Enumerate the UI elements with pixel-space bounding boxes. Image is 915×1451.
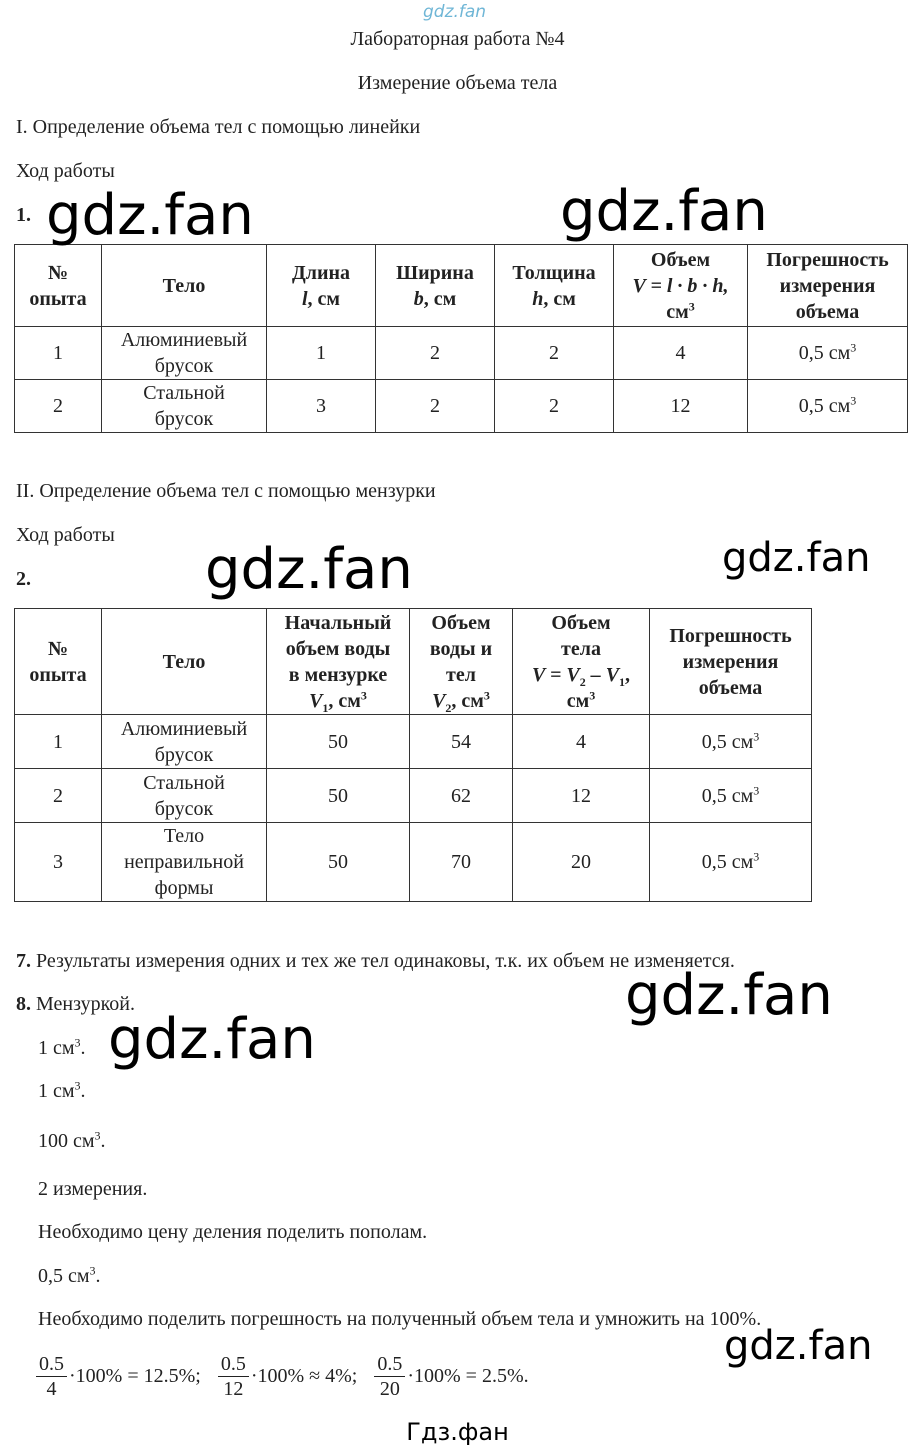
cell-length: 3 — [267, 380, 376, 433]
cell-volume: 12 — [513, 769, 650, 823]
cell-body: Алюминиевый брусок — [102, 327, 267, 380]
cell-error: 0,5 $см^3$ — [650, 769, 812, 823]
table-2 — [14, 608, 812, 902]
formula-row — [34, 1352, 529, 1401]
header-width: Ширина b, см — [376, 245, 495, 327]
cell-body: Стальной брусок — [102, 380, 267, 433]
table-row — [15, 380, 908, 433]
watermark-top: gdz.fan — [423, 2, 487, 22]
watermark: gdz.fan — [625, 963, 833, 1028]
cell-volume: 20 — [513, 823, 650, 902]
answer-8: 8. Мензуркой. — [16, 993, 135, 1015]
cell-width: 2 — [376, 327, 495, 380]
cell-initial: 50 — [267, 823, 410, 902]
part1-progress: Ход работы — [16, 160, 115, 182]
cell-combined: 54 — [410, 715, 513, 769]
header-thickness: Толщина h, см — [495, 245, 614, 327]
header-error: Погрешность измерения объема — [650, 609, 812, 715]
answer-line-7: Необходимо поделить погрешность на полученный объем тела и умножить на 100%. — [38, 1308, 762, 1330]
cell-num: 3 — [15, 823, 102, 902]
header-initial-volume: Начальный объем воды в мензурке $V_1$, $см^3$ — [267, 609, 410, 715]
header-volume: Объем V = l · b · h, $см^3$ — [614, 245, 748, 327]
cell-combined: 62 — [410, 769, 513, 823]
cell-initial: 50 — [267, 715, 410, 769]
footer-watermark: Гдз.фан — [406, 1418, 509, 1446]
answer-line-4: 2 измерения. — [38, 1178, 148, 1200]
cell-num: 2 — [15, 769, 102, 823]
cell-error: 0,5 $см^3$ — [748, 327, 908, 380]
part2-number: 2. — [16, 568, 31, 590]
cell-initial: 50 — [267, 769, 410, 823]
cell-combined: 70 — [410, 823, 513, 902]
table-row — [15, 715, 812, 769]
watermark: gdz.fan — [722, 535, 871, 581]
cell-body: Алюминиевый брусок — [102, 715, 267, 769]
cell-thickness: 2 — [495, 327, 614, 380]
header-combined-volume: Объем воды и тел $V_2$, $см^3$ — [410, 609, 513, 715]
page-subtitle: Измерение объема тела — [357, 72, 558, 94]
cell-num: 1 — [15, 715, 102, 769]
cell-num: 2 — [15, 380, 102, 433]
table-row — [15, 823, 812, 902]
header-error: Погрешность измерения объема — [748, 245, 908, 327]
watermark: gdz.fan — [205, 537, 413, 602]
cell-volume: 4 — [513, 715, 650, 769]
page-title: Лабораторная работа №4 — [350, 28, 565, 50]
cell-body: Тело неправильной формы — [102, 823, 267, 902]
cell-thickness: 2 — [495, 380, 614, 433]
table-1 — [14, 244, 908, 433]
watermark: gdz.fan — [46, 183, 254, 248]
table-row — [15, 327, 908, 380]
header-length: Длина l, см — [267, 245, 376, 327]
cell-error: 0,5 $см^3$ — [650, 715, 812, 769]
header-num: № опыта — [15, 609, 102, 715]
header-body-volume: Объем тела $V = V_2 - V_1$, $см^3$ — [513, 609, 650, 715]
formula-2: $\frac{0.5}{12}$ ·100% ≈ 4%; — [216, 1364, 363, 1386]
header-body: Тело — [102, 245, 267, 327]
answer-7: 7. Результаты измерения одних и тех же тел одинаковы, т.к. их объем не изменяется. — [16, 950, 735, 972]
part2-heading: II. Определение объема тел с помощью мензурки — [16, 480, 436, 502]
cell-volume: 12 — [614, 380, 748, 433]
table-row — [15, 769, 812, 823]
header-num: № опыта — [15, 245, 102, 327]
watermark: gdz.fan — [724, 1323, 873, 1369]
header-body: Тело — [102, 609, 267, 715]
answer-line-6: 0,5 $см^3$. — [38, 1263, 101, 1287]
part1-heading: I. Определение объема тел с помощью линейки — [16, 116, 421, 138]
cell-body: Стальной брусок — [102, 769, 267, 823]
cell-num: 1 — [15, 327, 102, 380]
cell-length: 1 — [267, 327, 376, 380]
cell-width: 2 — [376, 380, 495, 433]
watermark: gdz.fan — [108, 1007, 316, 1072]
answer-line-2: 1 $см^3$. — [38, 1078, 86, 1102]
watermark: gdz.fan — [560, 179, 768, 244]
formula-1: $\frac{0.5}{4}$ ·100% = 12.5%; — [34, 1364, 206, 1386]
answer-line-3: 100 $см^3$. — [38, 1128, 106, 1152]
answer-line-5: Необходимо цену деления поделить пополам. — [38, 1221, 428, 1243]
cell-error: 0,5 $см^3$ — [748, 380, 908, 433]
cell-volume: 4 — [614, 327, 748, 380]
answer-line-1: 1 $см^3$. — [38, 1035, 86, 1059]
cell-error: 0,5 $см^3$ — [650, 823, 812, 902]
part2-progress: Ход работы — [16, 524, 115, 546]
formula-3: $\frac{0.5}{20}$ ·100% = 2.5%. — [372, 1364, 528, 1386]
part1-number: 1. — [16, 204, 31, 226]
